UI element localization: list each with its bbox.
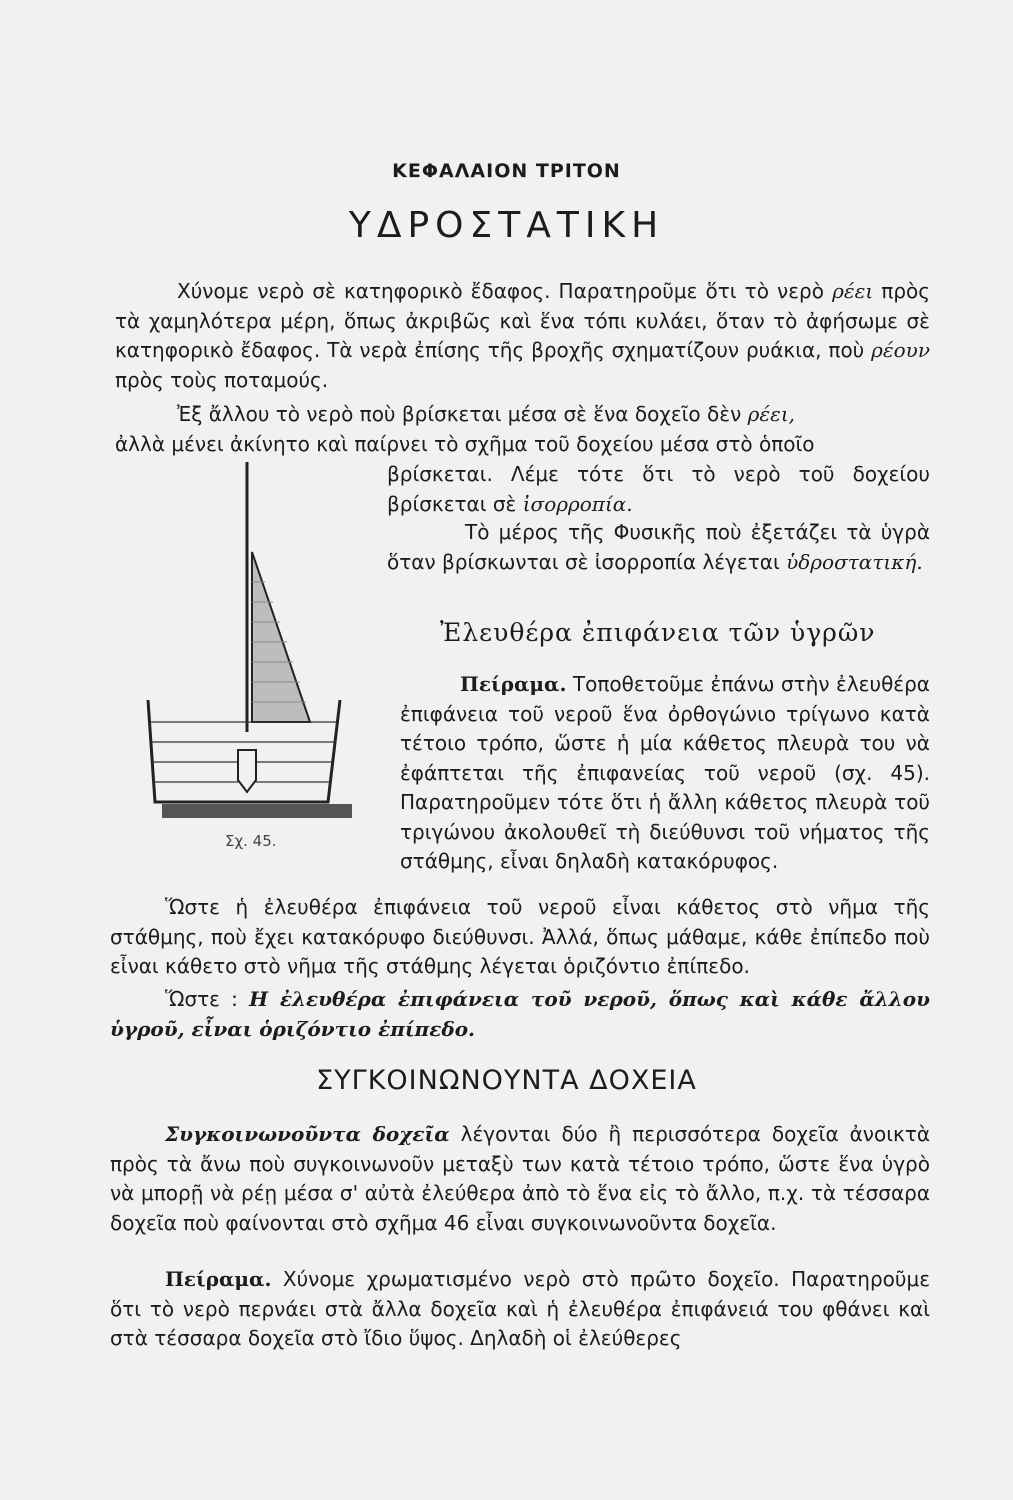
rule-statement: Ὥστε : Η ἐλευθέρα ἐπιφάνεια τοῦ νεροῦ, ὅπως καὶ κάθε ἄλλου ὑγροῦ, εἶναι ὁριζόντιο ἐπίπεδο. bbox=[110, 987, 930, 1041]
vessel-base bbox=[162, 804, 352, 818]
plumb-bob bbox=[238, 750, 256, 792]
section-heading-communicating-vessels: ΣΥΓΚΟΙΝΩΝΟΥΝΤΑ ΔΟΧΕΙΑ bbox=[316, 1065, 697, 1096]
right-triangle bbox=[252, 552, 310, 722]
intro-paragraph-1: Χύνομε νερὸ σὲ κατηφορικὸ ἔδαφος. Παρατηροῦμε ὅτι τὸ νερὸ ρέει πρὸς τὰ χαμηλότερα μέρη, ὅπως ἀκριβῶς καὶ ἕνα τόπι κυλάει, ὅταν τὸ ἀφήσωμε σὲ κατηφορικὸ ἔδαφος. Τὰ νερὰ ἐπίσης τῆς βροχῆς σχηματίζουν ρυάκια, ποὺ ρέουν πρὸς τοὺς ποταμούς. bbox=[115, 279, 930, 392]
conclusion-paragraph: Ὥστε ἡ ἐλευθέρα ἐπιφάνεια τοῦ νεροῦ εἶναι κάθετος στὸ νῆμα τῆς στάθμης, ποὺ ἔχει κατακόρυφο διεύθυνσι. Ἀλλά, ὅπως μάθαμε, κάθε ἐπίπεδο ποὺ εἶναι κάθετο στὸ νῆμα τῆς στάθμης λέγεται ὁριζόντιο ἐπίπεδο. bbox=[110, 895, 930, 978]
experiment-paragraph-1: Πείραμα. Τοποθετοῦμε ἐπάνω στὴν ἐλευθέρα ἐπιφάνεια τοῦ νεροῦ ἕνα ὀρθογώνιο τρίγωνο κατὰ τέτοιο τρόπο, ὥστε ἡ μία κάθετος πλευρὰ του νὰ ἐφάπτεται τῆς ἐπιφανείας τοῦ νεροῦ (σχ. 45). Παρατηροῦμεν τότε ὅτι ἡ ἄλλη κάθετος πλευρὰ τοῦ τριγώνου ἀκολουθεῖ τὴ διεύθυνσι τοῦ νήματος τῆς στάθμης, εἶναι δηλαδὴ κατακόρυφος. bbox=[400, 672, 930, 873]
figure-45-vessel bbox=[140, 462, 370, 862]
intro-paragraph-2: Ἐξ ἄλλου τὸ νερὸ ποὺ βρίσκεται μέσα σὲ ἕνα δοχεῖο δὲν ρέει, ἀλλὰ μένει ἀκίνητο καὶ παίρνει τὸ σχῆμα τοῦ δοχείου μέσα στὸ ὁποῖο bbox=[115, 402, 815, 456]
intro-paragraph-3: Τὸ μέρος τῆς Φυσικῆς ποὺ ἐξετάζει τὰ ὑγρὰ ὅταν βρίσκωνται σὲ ἰσορροπία λέγεται ὑδροστατική. bbox=[387, 520, 930, 574]
figure-45-caption: Σχ. 45. bbox=[225, 832, 277, 850]
intro-paragraph-2-cont: βρίσκεται. Λέμε τότε ὅτι τὸ νερὸ τοῦ δοχείου βρίσκεται σὲ ἰσορροπία. bbox=[387, 462, 930, 516]
chapter-heading: ΚΕΦΑΛΑΙΟΝ ΤΡΙΤΟΝ bbox=[392, 160, 621, 182]
experiment-paragraph-2: Πείραμα. Χύνομε χρωματισμένο νερὸ στὸ πρῶτο δοχεῖο. Παρατηροῦμε ὅτι τὸ νερὸ περνάει στὰ ἄλλα δοχεῖα καὶ ἡ ἐλευθέρα ἐπιφάνειά του φθάνει καὶ στὰ τέσσαρα δοχεῖα στὸ ἴδιο ὕψος. Δηλαδὴ οἱ ἐλεύθερες bbox=[110, 1267, 930, 1350]
section-heading-free-surface: Ἐλευθέρα ἐπιφάνεια τῶν ὑγρῶν bbox=[440, 618, 876, 647]
chapter-title: ΥΔΡΟΣΤΑΤΙΚΗ bbox=[348, 205, 665, 246]
definition-paragraph: Συγκοινωνοῦντα δοχεῖα λέγονται δύο ἢ περισσότερα δοχεῖα ἀνοικτὰ πρὸς τὰ ἄνω ποὺ συγκοινωνοῦν μεταξὺ των κατὰ τέτοιο τρόπο, ὥστε ἕνα ὑγρὸ νὰ μπορῇ νὰ ρέῃ μέσα σ' αὐτὰ ἐλεύθερα ἀπὸ τὸ ἕνα εἰς τὸ ἄλλο, π.χ. τὰ τέσσαρα δοχεῖα ποὺ φαίνονται στὸ σχῆμα 46 εἶναι συγκοινωνοῦντα δοχεῖα. bbox=[110, 1122, 930, 1235]
